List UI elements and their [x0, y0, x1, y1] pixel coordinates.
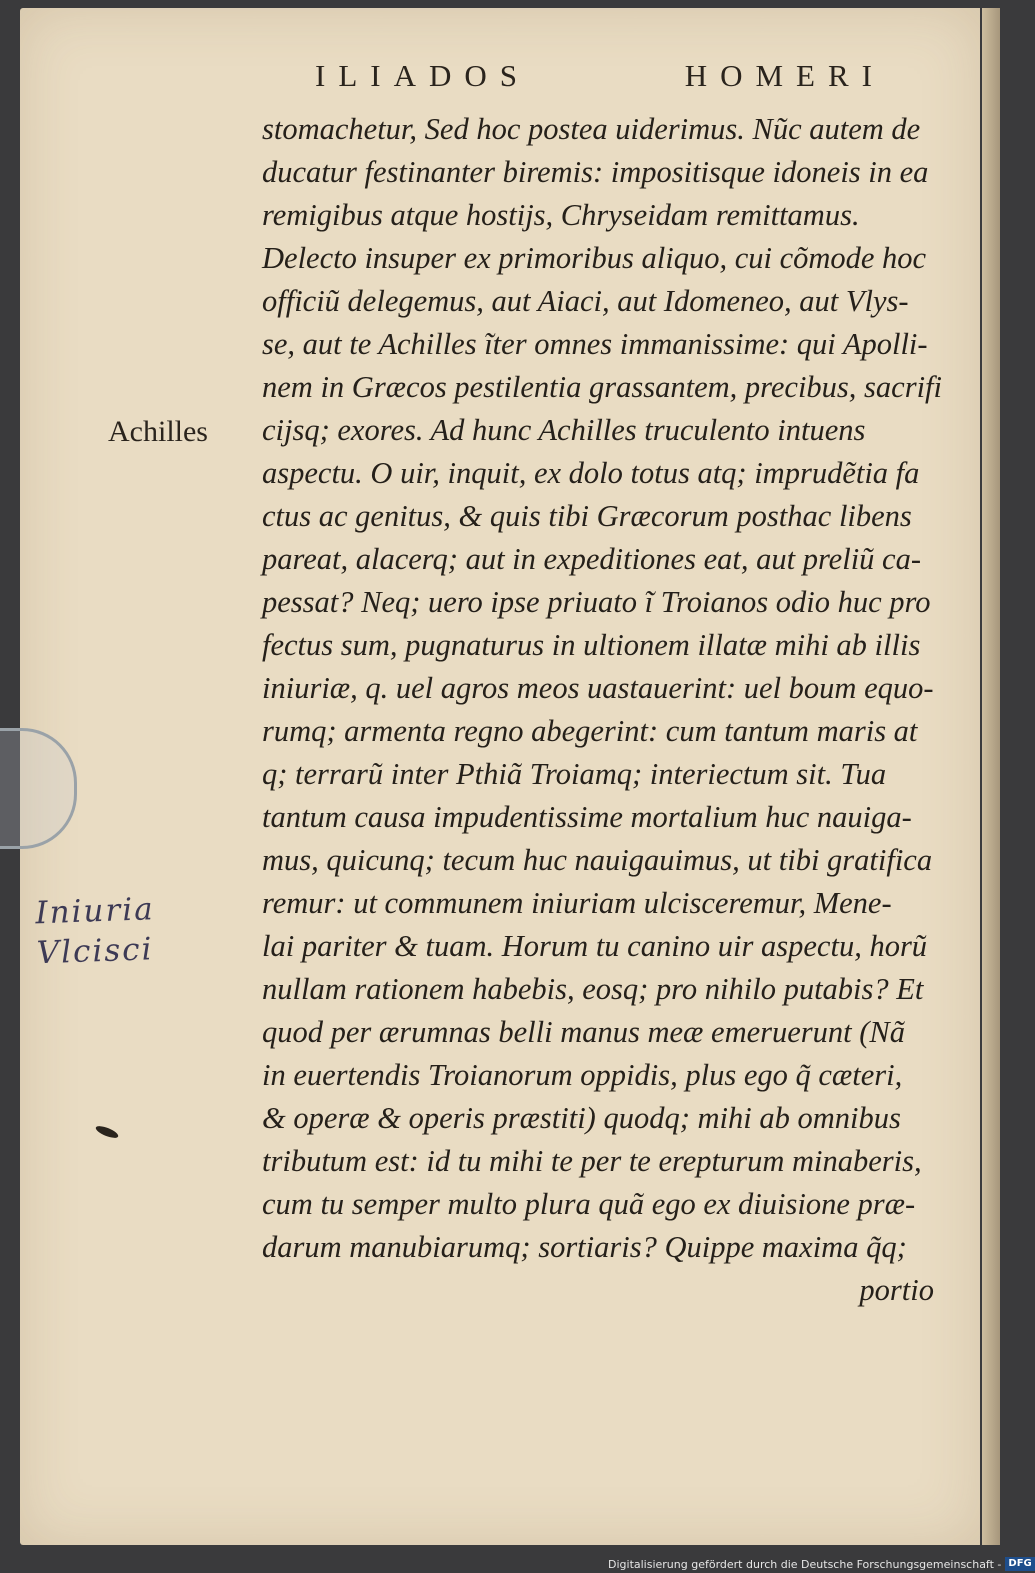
text-line: q; terrarũ inter Pthiã Troiamq; interiectum sit. Tua — [262, 757, 887, 791]
digitization-footer — [608, 1555, 1035, 1573]
text-line: nullam rationem habebis, eosq; pro nihilo putabis? Et — [262, 972, 924, 1006]
text-line: in euertendis Troianorum oppidis, plus ego q̃ cæteri, — [262, 1058, 903, 1092]
text-line: stomachetur, Sed hoc postea uiderimus. Nũc autem de — [262, 112, 921, 146]
text-line: Delecto insuper ex primoribus aliquo, cui cõmode hoc — [262, 241, 927, 275]
footer-text: Digitalisierung gefördert durch die Deutsche Forschungsgemeinschaft - — [608, 1557, 1002, 1571]
text-line: quod per ærumnas belli manus meæ emeruerunt (Nã — [262, 1015, 906, 1049]
text-line: ctus ac genitus, & quis tibi Græcorum posthac libens — [262, 499, 912, 533]
text-line: darum manubiarumq; sortiaris? Quippe maxima q̃q; — [262, 1230, 907, 1264]
text-line: pareat, alacerq; aut in expeditiones eat, aut preliũ ca- — [262, 542, 921, 576]
text-line: iniuriæ, q. uel agros meos uastauerint: uel boum equo- — [262, 671, 934, 705]
text-line: ducatur festinanter biremis: impositisque idoneis in ea — [262, 155, 929, 189]
body-text — [262, 108, 942, 1312]
margin-note: Achilles — [108, 415, 208, 448]
text-line: fectus sum, pugnaturus in ultionem illatæ mihi ab illis — [262, 628, 921, 662]
text-line: cum tu semper multo plura quã ego ex diuisione præ- — [262, 1187, 916, 1221]
text-line: nem in Græcos pestilentia grassantem, precibus, sacrifi — [262, 370, 942, 404]
text-line: aspectu. O uir, inquit, ex dolo totus atq; imprudẽtia fa — [262, 456, 920, 490]
dfg-logo: DFG — [1005, 1557, 1034, 1571]
text-line: remigibus atque hostijs, Chryseidam remittamus. — [262, 198, 860, 232]
text-line: lai pariter & tuam. Horum tu canino uir aspectu, horũ — [262, 929, 928, 963]
text-line: mus, quicunq; tecum huc nauigauimus, ut tibi gratifica — [262, 843, 933, 877]
text-line: tantum causa impudentissime mortalium huc nauiga- — [262, 800, 912, 834]
running-header — [315, 56, 885, 96]
handwritten-note-line: Vlcisci — [36, 931, 155, 972]
text-line: pessat? Neq; uero ipse priuato ĩ Troianos odio huc pro — [262, 585, 931, 619]
page-edge — [982, 8, 1000, 1545]
header-left: ILIADOS — [315, 58, 530, 93]
text-line: & operæ & operis præstiti) quodq; mihi ab omnibus — [262, 1101, 901, 1135]
text-line: rumq; armenta regno abegerint: cum tantum maris at — [262, 714, 918, 748]
text-line: remur: ut communem iniuriam ulcisceremur, Mene- — [262, 886, 892, 920]
text-line: officiũ delegemus, aut Aiaci, aut Idomeneo, aut Vlys- — [262, 284, 909, 318]
text-line: tributum est: id tu mihi te per te erepturum minaberis, — [262, 1144, 922, 1178]
text-line: se, aut te Achilles ĩter omnes immanissime: qui Apolli- — [262, 327, 928, 361]
handwritten-note — [35, 887, 228, 974]
catchword: portio — [859, 1273, 934, 1307]
handwritten-note-line: Iniuria — [34, 891, 156, 932]
text-line: cijsq; exores. Ad hunc Achilles truculento intuens — [262, 413, 866, 447]
header-right: HOMERI — [684, 58, 885, 93]
